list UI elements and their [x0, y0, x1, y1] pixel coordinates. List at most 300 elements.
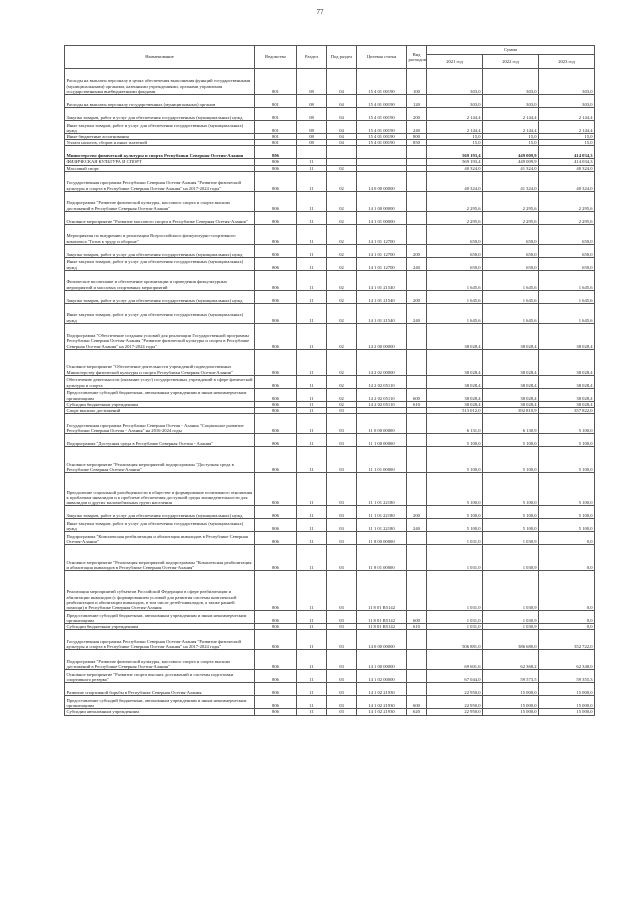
row-expense: 240 — [407, 519, 427, 532]
header-sum: Сумма — [427, 46, 595, 55]
row-subsection: 03 — [327, 630, 357, 650]
row-section: 11 — [297, 473, 327, 506]
row-ministry: 806 — [255, 388, 297, 401]
row-subsection: 04 — [327, 140, 357, 146]
row-name: Основное мероприятие "Развитие спорта высших достижений и системы подготовки спортивного резерва" — [65, 670, 255, 683]
row-name: Субсидии бюджетным учреждениям — [65, 401, 255, 407]
table-row — [65, 171, 595, 191]
row-sum-2022: 15,0 — [483, 134, 539, 140]
row-target: 11 8 01 R5142 — [357, 571, 407, 611]
row-ministry: 806 — [255, 401, 297, 407]
row-sum-2021: 22 950,0 — [427, 683, 483, 696]
header-subsection: Под раздел — [327, 46, 357, 69]
row-subsection: 03 — [327, 624, 357, 630]
row-sum-2022: 2 144,4 — [483, 121, 539, 134]
row-sum-2023: 38 028,4 — [539, 349, 595, 375]
row-subsection: 02 — [327, 191, 357, 211]
row-sum-2023: 62 348,0 — [539, 650, 595, 670]
row-section: 11 — [297, 171, 327, 191]
row-section: 11 — [297, 519, 327, 532]
row-ministry: 806 — [255, 624, 297, 630]
row-sum-2022: 1 030,9 — [483, 545, 539, 571]
row-name: Государственная программа Республики Северная Осетия-Алания "Развитие физической культуры и спорта в Республике Северная Осетия-Алания" на 2017-2024 годы" — [65, 171, 255, 191]
row-sum-2022: 1 030,9 — [483, 611, 539, 624]
row-name: Иные бюджетные ассигнования — [65, 134, 255, 140]
row-subsection: 02 — [327, 401, 357, 407]
row-sum-2022: 650,0 — [483, 257, 539, 270]
row-sum-2023: 0,0 — [539, 571, 595, 611]
table-row — [65, 683, 595, 696]
row-section: 11 — [297, 388, 327, 401]
row-sum-2022: 1 645,6 — [483, 303, 539, 323]
row-expense — [407, 191, 427, 211]
row-subsection: 02 — [327, 257, 357, 270]
row-ministry: 806 — [255, 244, 297, 257]
row-sum-2023: 1 645,6 — [539, 270, 595, 290]
row-sum-2022: 38 028,4 — [483, 323, 539, 349]
row-subsection: 03 — [327, 414, 357, 434]
row-sum-2022: 5 100,0 — [483, 506, 539, 519]
row-expense — [407, 630, 427, 650]
table-row — [65, 571, 595, 611]
row-name: Подпрограмма "Развитие физической культуры, массового спорта и спорта высших достижений в Республике Северная Осетия-Алания" — [65, 650, 255, 670]
table-header — [65, 46, 595, 69]
row-name: Подпрограмма "Доступная среда в Республике Северная Осетия - Алания" — [65, 434, 255, 447]
row-ministry: 806 — [255, 473, 297, 506]
row-name: Закупка товаров, работ и услуг для обеспечения государственных (муниципальных) нужд — [65, 506, 255, 519]
row-ministry: 806 — [255, 545, 297, 571]
row-sum-2021: 506 881,0 — [427, 630, 483, 650]
row-sum-2022: 449 009,9 — [483, 159, 539, 165]
row-target: 15 4 01 00190 — [357, 140, 407, 146]
table-body — [65, 69, 595, 716]
table-row — [65, 69, 595, 95]
row-ministry: 806 — [255, 159, 297, 165]
row-ministry: 801 — [255, 140, 297, 146]
row-ministry: 806 — [255, 375, 297, 388]
row-sum-2022: 1 645,6 — [483, 290, 539, 303]
row-sum-2023: 650,0 — [539, 257, 595, 270]
header-2021: 2021 год — [427, 55, 483, 69]
row-section: 11 — [297, 624, 327, 630]
row-target: 14 1 01 12700 — [357, 257, 407, 270]
table-row — [65, 270, 595, 290]
row-ministry: 806 — [255, 211, 297, 224]
row-sum-2021: 69 601,6 — [427, 650, 483, 670]
row-subsection: 02 — [327, 349, 357, 375]
row-section: 11 — [297, 401, 327, 407]
row-sum-2023: 38 028,4 — [539, 323, 595, 349]
row-sum-2021: 38 028,4 — [427, 401, 483, 407]
table-row — [65, 414, 595, 434]
row-target: 14 2 02 00000 — [357, 349, 407, 375]
row-expense — [407, 545, 427, 571]
row-sum-2023: 59 355,3 — [539, 670, 595, 683]
row-subsection: 03 — [327, 611, 357, 624]
row-ministry: 806 — [255, 650, 297, 670]
row-sum-2023: 650,0 — [539, 244, 595, 257]
row-target: 14 2 00 00000 — [357, 323, 407, 349]
row-sum-2022: 15 000,0 — [483, 683, 539, 696]
row-name: Основное мероприятие "Развитие массового спорта в Республике Северная Осетия-Алания" — [65, 211, 255, 224]
row-subsection — [327, 146, 357, 159]
row-sum-2023: 5 100,0 — [539, 506, 595, 519]
row-section: 11 — [297, 224, 327, 244]
row-sum-2022: 5 100,0 — [483, 473, 539, 506]
row-sum-2021: 5 100,0 — [427, 506, 483, 519]
row-name: Субсидии автономным учреждениям — [65, 709, 255, 715]
row-ministry: 806 — [255, 414, 297, 434]
row-ministry: 806 — [255, 506, 297, 519]
row-sum-2023: 40 324,0 — [539, 171, 595, 191]
row-target: 14 1 01 00000 — [357, 211, 407, 224]
row-sum-2023: 5 100,0 — [539, 414, 595, 434]
row-name: Основное мероприятие "Реализация мероприятий подпрограммы "Доступная среда в Республике Северная Осетия-Алания" — [65, 447, 255, 473]
row-ministry: 806 — [255, 696, 297, 709]
row-expense — [407, 349, 427, 375]
table-row — [65, 349, 595, 375]
row-name: Спорт высших достижений — [65, 408, 255, 414]
table-row — [65, 108, 595, 121]
row-section: 11 — [297, 244, 327, 257]
row-subsection: 03 — [327, 434, 357, 447]
row-name: Министерство физической культуры и спорта Республики Северная Осетия-Алания — [65, 146, 255, 159]
row-subsection: 02 — [327, 323, 357, 349]
row-section: 11 — [297, 191, 327, 211]
row-sum-2022: 38 028,4 — [483, 401, 539, 407]
row-ministry: 801 — [255, 108, 297, 121]
row-expense: 600 — [407, 696, 427, 709]
row-name: Уплата налогов, сборов и иных платежей — [65, 140, 255, 146]
row-sum-2022: 5 100,0 — [483, 434, 539, 447]
row-expense: 200 — [407, 506, 427, 519]
row-section: 11 — [297, 571, 327, 611]
table-row — [65, 290, 595, 303]
row-sum-2021: 5 100,0 — [427, 473, 483, 506]
row-sum-2022: 38 028,4 — [483, 375, 539, 388]
row-subsection: 02 — [327, 211, 357, 224]
row-name: Иные закупки товаров, работ и услуг для обеспечения государственных (муниципальных) нужд — [65, 121, 255, 134]
row-section: 11 — [297, 165, 327, 171]
row-subsection: 03 — [327, 447, 357, 473]
row-sum-2023: 15 000,0 — [539, 709, 595, 715]
row-sum-2021: 5 100,0 — [427, 447, 483, 473]
row-sum-2022: 449 009,9 — [483, 146, 539, 159]
header-target: Целевая статья — [357, 46, 407, 69]
row-target: 11 1 01 00000 — [357, 447, 407, 473]
row-name: Подпрограмма "Развитие физической культуры, массового спорта и спорта высших достижений в Республике Северная Осетия-Алания" — [65, 191, 255, 211]
row-ministry: 801 — [255, 134, 297, 140]
table-row — [65, 545, 595, 571]
row-target: 14 1 01 21540 — [357, 303, 407, 323]
row-expense — [407, 375, 427, 388]
header-expense: Вид расходов — [407, 46, 427, 69]
row-sum-2021: 1 031,0 — [427, 624, 483, 630]
table-row — [65, 696, 595, 709]
row-expense: 100 — [407, 69, 427, 95]
row-section: 11 — [297, 709, 327, 715]
row-sum-2021: 1 031,0 — [427, 532, 483, 545]
row-sum-2023: 38 028,4 — [539, 388, 595, 401]
row-subsection: 03 — [327, 683, 357, 696]
row-sum-2023: 303,0 — [539, 69, 595, 95]
row-section: 11 — [297, 434, 327, 447]
row-name: ФИЗИЧЕСКАЯ КУЛЬТУРА И СПОРТ — [65, 159, 255, 165]
row-subsection: 02 — [327, 290, 357, 303]
row-ministry: 801 — [255, 95, 297, 108]
table-row — [65, 611, 595, 624]
row-target: 11 8 01 R5142 — [357, 624, 407, 630]
table-row — [65, 323, 595, 349]
row-sum-2021: 1 031,0 — [427, 611, 483, 624]
row-ministry: 806 — [255, 191, 297, 211]
row-name: Закупка товаров, работ и услуг для обеспечения государственных (муниципальных) нужд — [65, 108, 255, 121]
row-target: 14 1 02 21930 — [357, 709, 407, 715]
row-target: 11 1 00 00000 — [357, 434, 407, 447]
row-sum-2023: 0,0 — [539, 545, 595, 571]
row-sum-2023: 0,0 — [539, 532, 595, 545]
table-row — [65, 211, 595, 224]
table-row — [65, 121, 595, 134]
row-section: 11 — [297, 303, 327, 323]
row-subsection: 03 — [327, 532, 357, 545]
row-name: Реализация мероприятий субъектов Российской Федерации в сфере реабилитации и абилитации инвалидов (с формированием условий для развития системы комплексной реабилитации и абилитации инвалидов, в том числе детей-инвалидов, а также ранней помощи) в Республике Северная Осетия-Алания — [65, 571, 255, 611]
row-target: 15 4 01 00190 — [357, 108, 407, 121]
row-sum-2021: 303,0 — [427, 95, 483, 108]
row-section: 11 — [297, 447, 327, 473]
row-expense: 200 — [407, 244, 427, 257]
row-sum-2023: 2 144,4 — [539, 108, 595, 121]
row-sum-2023: 357 822,0 — [539, 408, 595, 414]
row-expense: 800 — [407, 134, 427, 140]
row-sum-2021: 569 193,4 — [427, 146, 483, 159]
row-sum-2022: 2 295,6 — [483, 191, 539, 211]
row-section: 11 — [297, 159, 327, 165]
row-sum-2021: 15,0 — [427, 134, 483, 140]
row-target: 14 1 02 21930 — [357, 696, 407, 709]
row-sum-2023: 2 295,6 — [539, 191, 595, 211]
row-target: 14 1 01 21540 — [357, 270, 407, 290]
table-row — [65, 519, 595, 532]
row-expense — [407, 447, 427, 473]
row-ministry: 806 — [255, 408, 297, 414]
header-2023: 2023 год — [539, 55, 595, 69]
row-name: Расходы на выплаты персоналу государственных (муниципальных) органов — [65, 95, 255, 108]
row-expense — [407, 146, 427, 159]
row-sum-2022: 38 028,4 — [483, 349, 539, 375]
table-row — [65, 447, 595, 473]
row-target: 15 4 01 00190 — [357, 69, 407, 95]
row-name: Основное мероприятие "Обеспечение деятельности учреждений подведомственных Министерству физической культуры и спорта Республики Северная Осетия-Алания" — [65, 349, 255, 375]
row-subsection: 02 — [327, 270, 357, 290]
row-sum-2021: 1 031,0 — [427, 571, 483, 611]
row-name: Предоставление субсидий бюджетным, автономным учреждениям и иным некоммерческим организациям — [65, 696, 255, 709]
row-target: 11 1 01 22180 — [357, 506, 407, 519]
row-sum-2023: 5 100,0 — [539, 473, 595, 506]
row-name: Развитие спортивной борьбы в Республике Северная Осетия-Алания — [65, 683, 255, 696]
row-sum-2022: 15,0 — [483, 140, 539, 146]
row-name: Государственная программа Республики Северная Осетия - Алания "Социальное развитие Республики Северная Осетия - Алания" на 2016-2024 годы — [65, 414, 255, 434]
row-ministry: 806 — [255, 447, 297, 473]
row-sum-2021: 38 028,4 — [427, 388, 483, 401]
row-sum-2023: 0,0 — [539, 624, 595, 630]
table-row — [65, 630, 595, 650]
page-number: 77 — [316, 8, 324, 16]
row-name: Основное мероприятие "Реализация мероприятий подпрограммы "Комплексная реабилитация и абилитация инвалидов в Республике Северная Осетия-Алания" — [65, 545, 255, 571]
row-section — [297, 146, 327, 159]
row-subsection: 02 — [327, 303, 357, 323]
row-sum-2023: 2 295,6 — [539, 211, 595, 224]
table-row — [65, 709, 595, 715]
row-section: 11 — [297, 696, 327, 709]
row-sum-2023: 15,0 — [539, 134, 595, 140]
row-sum-2022: 392 810,9 — [483, 408, 539, 414]
row-sum-2021: 2 144,4 — [427, 121, 483, 134]
row-expense: 600 — [407, 611, 427, 624]
row-sum-2023: 2 144,4 — [539, 121, 595, 134]
row-name: Массовый спорт — [65, 165, 255, 171]
row-sum-2022: 38 028,4 — [483, 388, 539, 401]
row-expense: 120 — [407, 95, 427, 108]
row-sum-2023: 40 324,0 — [539, 165, 595, 171]
row-expense — [407, 414, 427, 434]
table-row — [65, 506, 595, 519]
row-target: 14 2 02 05110 — [357, 401, 407, 407]
row-sum-2023: 303,0 — [539, 95, 595, 108]
row-subsection: 02 — [327, 244, 357, 257]
row-expense — [407, 211, 427, 224]
row-expense — [407, 571, 427, 611]
table-row — [65, 303, 595, 323]
row-sum-2023: 15 000,0 — [539, 683, 595, 696]
row-ministry: 801 — [255, 121, 297, 134]
row-sum-2023: 38 028,4 — [539, 375, 595, 388]
row-sum-2021: 15,0 — [427, 140, 483, 146]
row-sum-2023: 414 034,3 — [539, 146, 595, 159]
row-sum-2022: 41 324,0 — [483, 165, 539, 171]
row-expense — [407, 532, 427, 545]
row-sum-2023: 5 100,0 — [539, 519, 595, 532]
row-sum-2021: 6 131,0 — [427, 414, 483, 434]
row-ministry: 806 — [255, 630, 297, 650]
row-sum-2021: 38 028,4 — [427, 349, 483, 375]
table-row — [65, 670, 595, 683]
row-subsection: 04 — [327, 69, 357, 95]
row-expense — [407, 224, 427, 244]
row-section: 11 — [297, 323, 327, 349]
row-name: Подпрограмма "Комплексная реабилитация и абилитация инвалидов в Республике Северная Осетия-Алания" — [65, 532, 255, 545]
row-target: 14 1 02 00000 — [357, 670, 407, 683]
row-subsection: 03 — [327, 670, 357, 683]
table-row — [65, 532, 595, 545]
row-section: 08 — [297, 140, 327, 146]
row-ministry: 806 — [255, 171, 297, 191]
row-ministry: 806 — [255, 709, 297, 715]
row-name: Предоставление субсидий бюджетным, автономным учреждениям и иным некоммерческим организациям — [65, 611, 255, 624]
row-target: 15 4 01 00190 — [357, 134, 407, 140]
row-subsection: 02 — [327, 375, 357, 388]
row-target: 11 1 01 22180 — [357, 519, 407, 532]
row-target: 14 1 01 21540 — [357, 290, 407, 303]
row-sum-2023: 0,0 — [539, 611, 595, 624]
row-expense: 610 — [407, 624, 427, 630]
row-sum-2023: 352 722,0 — [539, 630, 595, 650]
row-subsection: 03 — [327, 709, 357, 715]
table-row — [65, 388, 595, 401]
row-expense: 240 — [407, 303, 427, 323]
row-sum-2022: 1 030,9 — [483, 571, 539, 611]
row-ministry: 806 — [255, 270, 297, 290]
row-subsection: 03 — [327, 650, 357, 670]
row-expense — [407, 473, 427, 506]
row-sum-2023: 15,0 — [539, 140, 595, 146]
row-section: 08 — [297, 121, 327, 134]
row-name: Иные закупки товаров, работ и услуг для обеспечения государственных (муниципальных) нужд — [65, 519, 255, 532]
row-sum-2021: 5 100,0 — [427, 519, 483, 532]
row-sum-2023: 650,0 — [539, 224, 595, 244]
row-name: Физическое воспитание и обеспечение организации и проведения физкультурных мероприятий и массовых спортивных мероприятий — [65, 270, 255, 290]
row-subsection: 03 — [327, 408, 357, 414]
row-target: 11 1 01 22180 — [357, 473, 407, 506]
row-sum-2021: 40 324,0 — [427, 165, 483, 171]
row-section: 08 — [297, 134, 327, 140]
row-target: 11 8 00 00000 — [357, 532, 407, 545]
row-sum-2022: 15 000,0 — [483, 709, 539, 715]
row-sum-2021: 5 100,0 — [427, 434, 483, 447]
row-section: 11 — [297, 670, 327, 683]
row-expense: 240 — [407, 257, 427, 270]
row-target: 14 0 00 00000 — [357, 171, 407, 191]
row-sum-2021: 303,0 — [427, 69, 483, 95]
row-expense — [407, 683, 427, 696]
row-section: 11 — [297, 650, 327, 670]
row-expense: 200 — [407, 108, 427, 121]
row-expense: 610 — [407, 401, 427, 407]
row-expense: 200 — [407, 290, 427, 303]
row-ministry: 806 — [255, 290, 297, 303]
row-target: 14 1 02 21930 — [357, 683, 407, 696]
row-section: 11 — [297, 211, 327, 224]
row-sum-2022: 303,0 — [483, 69, 539, 95]
row-target: 15 4 01 00190 — [357, 121, 407, 134]
row-ministry: 806 — [255, 303, 297, 323]
row-ministry: 801 — [255, 69, 297, 95]
row-subsection: 02 — [327, 171, 357, 191]
row-sum-2021: 1 645,6 — [427, 270, 483, 290]
row-name: Иные закупки товаров, работ и услуг для обеспечения государственных (муниципальных) нужд — [65, 303, 255, 323]
row-sum-2021: 513 012,0 — [427, 408, 483, 414]
row-ministry: 806 — [255, 532, 297, 545]
row-subsection: 02 — [327, 165, 357, 171]
table-row — [65, 244, 595, 257]
row-section: 11 — [297, 532, 327, 545]
row-sum-2021: 650,0 — [427, 244, 483, 257]
row-expense: 240 — [407, 121, 427, 134]
row-target: 15 4 01 00190 — [357, 95, 407, 108]
row-target: 11 8 01 00000 — [357, 545, 407, 571]
row-sum-2022: 6 130,9 — [483, 414, 539, 434]
row-target: 14 1 00 00000 — [357, 191, 407, 211]
row-name: Обеспечение деятельности (оказание услуг) государственных учреждений в сфере физической культуры и спорта — [65, 375, 255, 388]
row-name: Мероприятия по внедрению и реализации Всероссийского физкультурно-спортивного комплекса "Готов к труду и обороне" — [65, 224, 255, 244]
row-expense — [407, 171, 427, 191]
row-subsection: 03 — [327, 545, 357, 571]
budget-table — [64, 45, 595, 716]
table-row — [65, 95, 595, 108]
row-ministry: 806 — [255, 519, 297, 532]
row-sum-2021: 22 950,0 — [427, 709, 483, 715]
table-row — [65, 146, 595, 159]
